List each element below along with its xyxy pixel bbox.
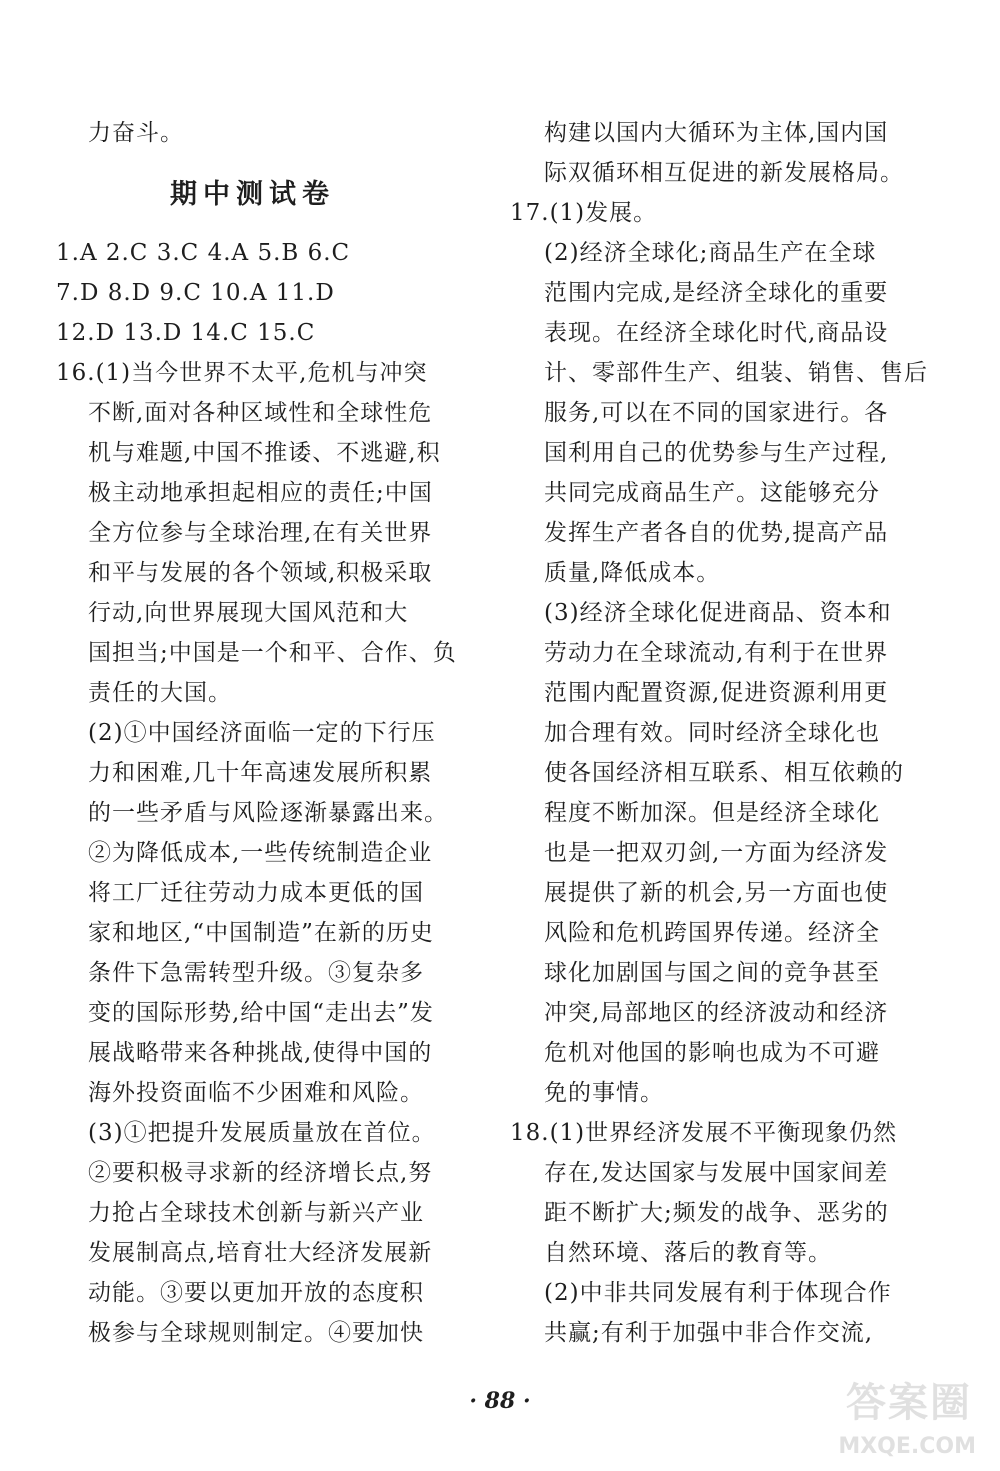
text-line: 构建以国内大循环为主体,国内国 (544, 120, 889, 146)
text-line: 17.(1)发展。 (510, 200, 658, 226)
text-line: 冲突,局部地区的经济波动和经济 (544, 1000, 889, 1026)
text-line: 发挥生产者各自的优势,提高产品 (544, 520, 889, 546)
text-line: 计、零部件生产、组装、销售、售后 (544, 360, 928, 386)
watermark-logo: 答案圈 (846, 1380, 972, 1426)
text-line: 16.(1)当今世界不太平,危机与冲突 (56, 360, 428, 386)
text-line: 动能。③要以更加开放的态度积 (88, 1280, 424, 1306)
text-line: 全方位参与全球治理,在有关世界 (88, 520, 433, 546)
text-line: 力和困难,几十年高速发展所积累 (88, 760, 433, 786)
text-line: (3)经济全球化促进商品、资本和 (544, 600, 892, 626)
text-line: 展战略带来各种挑战,使得中国的 (88, 1040, 433, 1066)
text-line: 责任的大国。 (88, 680, 232, 706)
text-line: 家和地区,“中国制造”在新的历史 (88, 920, 434, 946)
text-line: (2)中非共同发展有利于体现合作 (544, 1280, 892, 1306)
text-line: 展提供了新的机会,另一方面也使 (544, 880, 889, 906)
text-line: 免的事情。 (544, 1080, 664, 1106)
text-line: (3)①把提升发展质量放在首位。 (88, 1120, 436, 1146)
page-number: · 88 · (469, 1388, 531, 1414)
text-line: 加合理有效。同时经济全球化也 (544, 720, 880, 746)
text-line: 质量,降低成本。 (544, 560, 721, 586)
text-line: 共同完成商品生产。这能够充分 (544, 480, 880, 506)
text-line: 机与难题,中国不推诿、不逃避,积 (88, 440, 441, 466)
answer-line: 12.D 13.D 14.C 15.C (56, 320, 316, 346)
text-line: 行动,向世界展现大国风范和大 (88, 600, 409, 626)
text-line: 范围内完成,是经济全球化的重要 (544, 280, 889, 306)
text-line: 国利用自己的优势参与生产过程, (544, 440, 889, 466)
text-line: 国担当;中国是一个和平、合作、负 (88, 640, 457, 666)
text-line: 自然环境、落后的教育等。 (544, 1240, 832, 1266)
answer-line: 1.A 2.C 3.C 4.A 5.B 6.C (56, 240, 351, 266)
text-line: 不断,面对各种区域性和全球性危 (88, 400, 433, 426)
text-line: 的一些矛盾与风险逐渐暴露出来。 (88, 800, 448, 826)
text-line: 表现。在经济全球化时代,商品设 (544, 320, 889, 346)
text-line: 球化加剧国与国之间的竞争甚至 (544, 960, 880, 986)
section-title: 期中测试卷 (170, 179, 335, 210)
text-line: 风险和危机跨国界传递。经济全 (544, 920, 880, 946)
text-line: 发展制高点,培育壮大经济发展新 (88, 1240, 433, 1266)
text-line: 共赢;有利于加强中非合作交流, (544, 1320, 874, 1346)
text-line: 劳动力在全球流动,有利于在世界 (544, 640, 889, 666)
text-line: 力奋斗。 (88, 120, 184, 146)
text-line: 存在,发达国家与发展中国家间差 (544, 1160, 889, 1186)
text-line: 程度不断加深。但是经济全球化 (544, 800, 880, 826)
text-line: 范围内配置资源,促进资源利用更 (544, 680, 889, 706)
text-line: 条件下急需转型升级。③复杂多 (88, 960, 424, 986)
text-line: 服务,可以在不同的国家进行。各 (544, 400, 889, 426)
text-line: 极参与全球规则制定。④要加快 (88, 1320, 424, 1346)
text-line: (2)①中国经济面临一定的下行压 (88, 720, 436, 746)
text-line: 也是一把双刃剑,一方面为经济发 (544, 840, 889, 866)
text-line: ②要积极寻求新的经济增长点,努 (88, 1160, 433, 1186)
text-line: ②为降低成本,一些传统制造企业 (88, 840, 433, 866)
text-line: 变的国际形势,给中国“走出去”发 (88, 1000, 434, 1026)
text-line: (2)经济全球化;商品生产在全球 (544, 240, 877, 266)
text-line: 力抢占全球技术创新与新兴产业 (88, 1200, 424, 1226)
answer-line: 7.D 8.D 9.C 10.A 11.D (56, 280, 335, 306)
text-line: 海外投资面临不少困难和风险。 (88, 1080, 424, 1106)
text-line: 将工厂迁往劳动力成本更低的国 (88, 880, 424, 906)
text-line: 18.(1)世界经济发展不平衡现象仍然 (510, 1120, 898, 1146)
text-line: 极主动地承担起相应的责任;中国 (88, 480, 433, 506)
text-line: 距不断扩大;频发的战争、恶劣的 (544, 1200, 889, 1226)
text-line: 危机对他国的影响也成为不可避 (544, 1040, 880, 1066)
text-line: 和平与发展的各个领域,积极采取 (88, 560, 433, 586)
watermark (822, 1371, 982, 1461)
text-line: 使各国经济相互联系、相互依赖的 (544, 760, 904, 786)
watermark-site: MXQE.COM (838, 1434, 976, 1459)
text-line: 际双循环相互促进的新发展格局。 (544, 160, 904, 186)
